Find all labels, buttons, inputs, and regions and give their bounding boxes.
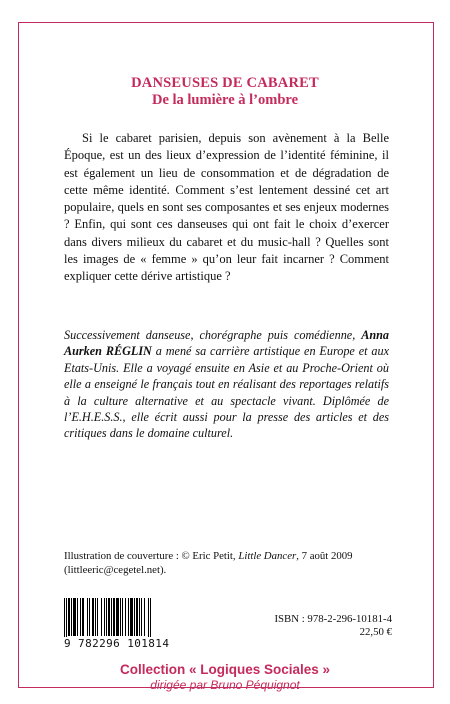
barcode-bar — [68, 598, 70, 636]
barcode-bar — [71, 598, 72, 636]
barcode-bar — [87, 598, 88, 636]
bio-rest: a mené sa carrière artistique en Europe et aux Etats-Unis. Elle a voyagé ensuite en Asie et au Proche-Orient où elle a enseigné le français tout en réalisant des reportages relatifs à la culture alternative et au spectacle vivant. Diplômée de l’E.H.E.S.S., elle écrit aussi pour la presse des articles et des critiques dans le domaine culturel. — [64, 344, 390, 441]
author-name: Anna Aurken RÉGLIN — [64, 328, 389, 359]
back-cover-blurb: Si le cabaret parisien, depuis son avènement à la Belle Époque, est un des lieux d’expression de l’identité féminine, il est également un lieu de consommation et de dégradation de cette même identité. Comment s’est lentement dessiné cet art populaire, quels en sont ses composantes et ses enjeux modernes ? Enfin, qui sont ces danseuses qui ont fait le choix d’exercer dans divers milieux du cabaret et du music-hall ? Quelles sont les images de « femme » qu’on leur fait incarner ? Comment expliquer cette dérive artistique ? — [64, 131, 389, 284]
barcode-bar — [136, 598, 138, 636]
barcode-bar — [113, 598, 115, 636]
barcode-bar — [111, 598, 112, 636]
barcode-bar — [73, 598, 76, 636]
barcode-bar — [130, 598, 133, 636]
barcode-bar — [134, 598, 135, 636]
barcode-bar — [66, 598, 67, 642]
barcode-bar — [64, 598, 65, 642]
barcode-bar — [141, 598, 142, 636]
barcode-bar — [101, 598, 102, 636]
book-title: DANSEUSES DE CABARET — [131, 75, 319, 91]
barcode-bar — [95, 598, 96, 636]
barcode-bar — [97, 598, 98, 636]
barcode-digits: 9 782296 101814 — [62, 637, 196, 650]
barcode-bar — [125, 598, 126, 636]
cover-illustration-credit — [64, 549, 394, 577]
barcode-bar — [150, 598, 151, 642]
barcode-bar — [80, 598, 81, 636]
price: 22,50 € — [359, 626, 392, 638]
barcode-bar — [139, 598, 140, 636]
credit-work-title: Little Dancer — [238, 550, 297, 562]
barcode-bar — [104, 598, 105, 636]
barcode-bar — [116, 598, 119, 636]
author-bio — [64, 327, 389, 442]
barcode-bar — [108, 598, 110, 636]
credit-suffix: , 7 août 2009 (littleeric@cegetel.net). — [64, 550, 353, 576]
barcode-bars — [62, 598, 188, 642]
barcode-bar — [144, 598, 145, 636]
credit-prefix: Illustration de couverture : © Eric Petit, — [64, 550, 239, 562]
barcode-bar — [106, 598, 107, 636]
barcode-bar — [82, 598, 84, 636]
barcode-bar — [122, 598, 123, 636]
barcode-bar — [128, 598, 129, 636]
barcode-bar — [77, 598, 78, 636]
barcode-bar — [89, 598, 90, 636]
collection-director: dirigée par Bruno Péquignot — [150, 678, 300, 692]
bio-intro: Successivement danseuse, chorégraphe puis comédienne, — [64, 328, 356, 342]
isbn: ISBN : 978-2-296-10181-4 — [274, 613, 392, 625]
barcode-bar — [148, 598, 149, 642]
barcode-bar — [120, 598, 121, 636]
book-subtitle: De la lumière à l’ombre — [151, 92, 299, 108]
collection-name: Collection « Logiques Sociales » — [119, 662, 331, 677]
barcode-bar — [92, 598, 94, 636]
